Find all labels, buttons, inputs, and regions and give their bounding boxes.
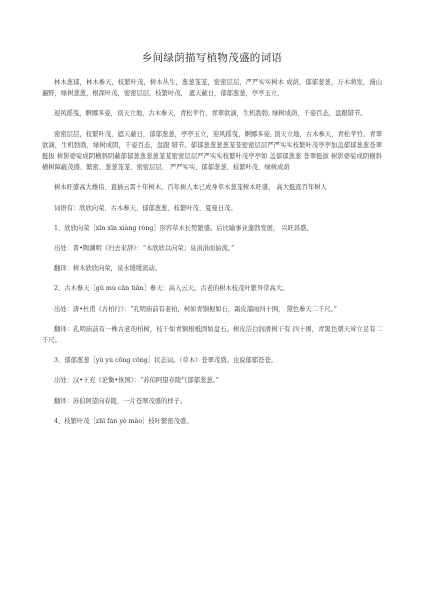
paragraph: 出处：晋•陶渊明《归去来辞》：“木欣欣以向荣；泉涓涓而始流。” <box>54 245 235 253</box>
paragraph: 2、古木参天［gǔ mù cān tiān］参天：高入云天。古老的树木枝茂叶繁异常高大。 <box>54 285 289 293</box>
paragraph: 密密层层，枝繁叶茂，遮天蔽日，郁郁葱葱，亭亭玉立，迎风摇曳，婀娜多姿, 顶天立地，古木参天，青松苹竹，青翠欲滴，生机勃勃，绿树成阴，千姿百态，盘跟 错节。郁郁葱葱葱葱茏茏密密层层严严实实枝繁叶茂亭亭加盖郁郁葱葱苍翠挺拔 树影婆娑成阴横斜阴蔽郁郁葱葱葱葱茏茏密密层层严严实实枝繁叶茂亭亭如 盖郁郁葱葱 苍翠挺拔 树影婆娑成阴横斜 横树障蔽茂盛、繁密、葱葱茏茏、密密层层、 严严实实、郁郁葱葱、枝繁叶茂、绿树成荫 <box>42 130 382 172</box>
paragraph: 1、欣欣向荣［xīn xīn xiàng róng］形容草木长势繁盛。后比喻事业蓬勃发展， 兴旺昌盛。 <box>54 224 313 232</box>
paragraph: 迎风摇曳，婀娜多姿，顶天立地，古木参天，青松苹竹，青翠欲滴，生机勃勃, 绿树成荫，千姿百态，盘跟错节。 <box>54 110 367 118</box>
paragraph: 出处：汉•王充《论衡•恢国》：“苏伯阿望春陵气郁郁葱葱。” <box>54 377 219 385</box>
paragraph: 出处：唐•杜甫《古柏行》：“孔明庙前有老柏，柯如青铜根如石，霜皮溜雨四十围， 黛色参天二千尺。” <box>54 305 337 313</box>
document-title: 乡间绿荫描写植物茂盛的词语 <box>141 52 283 64</box>
paragraph: 翻译：孔明庙前有一株古老的柏树，枝干如青铜根柢固如盘石。树皮洁白润滑树干有 四十围，青黑色朝天耸立足有二千尺。 <box>42 325 382 345</box>
paragraph: 4、枝繁叶茂［zhī fán yè mào］枝叶繁密茂盛。 <box>54 417 193 425</box>
paragraph: 翻译：苏伯阿望向春陵，一片苍翠茂盛的样子。 <box>54 397 187 405</box>
paragraph: 树木旺盛高大雄伟、直插云霄十年树木，百年树人本已成身草木葱茏树木旺盛， 高大挺直百年树人 <box>54 184 327 192</box>
paragraph: 3、郁郁葱葱［yù yù cōng cōng］状态词。（草木）苍翠茂盛。也说郁郁苍苍。 <box>54 357 277 365</box>
paragraph: 翻译：树木欣欣向荣，泉水缓缓流动。 <box>54 265 162 273</box>
paragraph: 词语有：欣欣向荣、古木参天、郁郁葱葱、枝繁叶茂、夏曼日茂。 <box>54 204 237 212</box>
paragraph: 林木葱郁，林木参天，枝繁叶茂，树木丛生，葱葱茏茏，密密层层，严严实实树木 成荫，郁郁葱葱，万木萌发，漫山遍野，绿树葱葱，根深叶茂，密密层层，枝繁叶茂， 遮天蔽日，郁郁葱葱，亭亭玉立， <box>42 79 382 98</box>
